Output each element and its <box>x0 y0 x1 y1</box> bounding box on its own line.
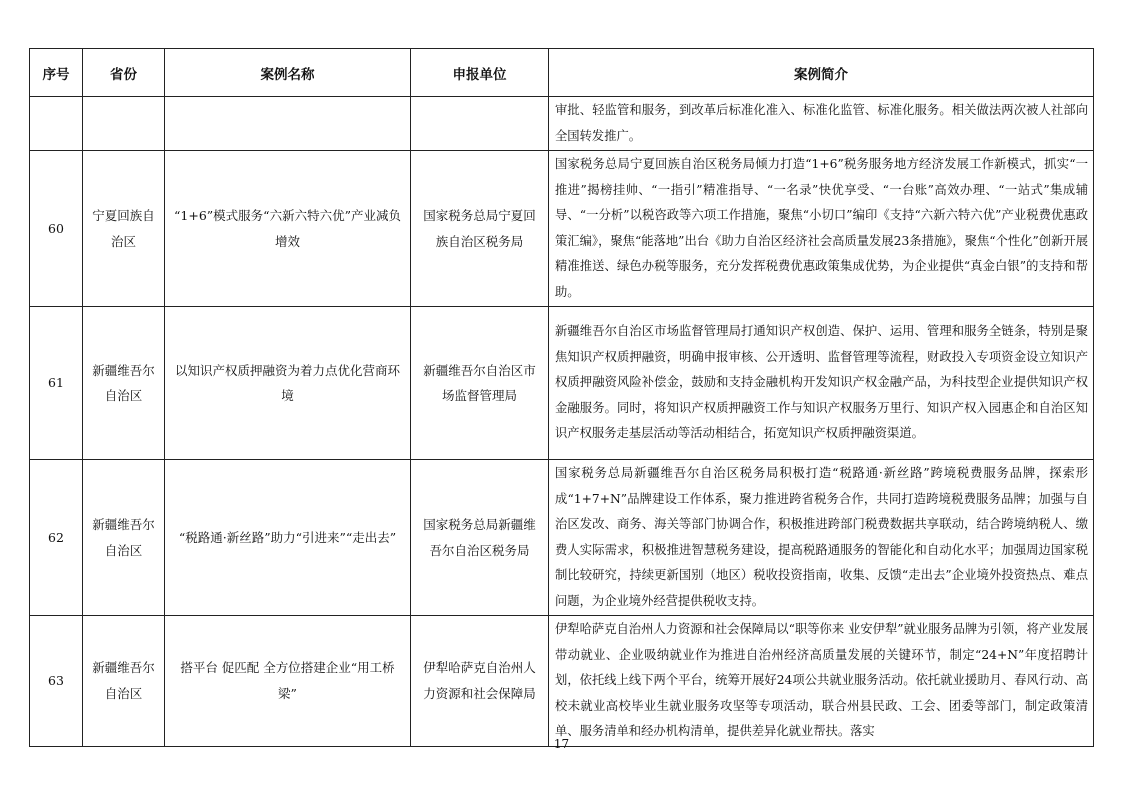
header-case-summary: 案例简介 <box>549 49 1094 97</box>
header-case-name: 案例名称 <box>165 49 411 97</box>
header-reporting-unit: 申报单位 <box>411 49 549 97</box>
row-num <box>30 97 83 151</box>
row-case-summary: 审批、轻监管和服务，到改革后标准化准入、标准化监管、标准化服务。相关做法两次被人社部向全国转发推广。 <box>549 97 1094 151</box>
row-case-summary: 新疆维吾尔自治区市场监督管理局打通知识产权创造、保护、运用、管理和服务全链条，特别是聚焦知识产权质押融资，明确申报审核、公开透明、监督管理等流程，财政投入专项资金设立知识产权质押融资风险补偿金，鼓励和支持金融机构开发知识产权金融产品，为科技型企业提供知识产权金融服务。同时，将知识产权质押融资工作与知识产权服务万里行、知识产权入园惠企和自治区知识产权服务走基层活动等活动相结合，拓宽知识产权质押融资渠道。 <box>549 307 1094 460</box>
row-num: 61 <box>30 307 83 460</box>
header-num: 序号 <box>30 49 83 97</box>
row-case-summary: 伊犁哈萨克自治州人力资源和社会保障局以“职等你来 业安伊犁”就业服务品牌为引领，将产业发展带动就业、企业吸纳就业作为推进自治州经济高质量发展的关键环节，制定“24+N”年度招聘计划，依托线上线下两个平台，统筹开展好24项公共就业服务活动。依托就业援助月、春风行动、高校未就业高校毕业生就业服务攻坚等专项活动，联合州县民政、工会、团委等部门，制定政策清单、服务清单和经办机构清单，提供差异化就业帮扶。落实 <box>549 616 1094 747</box>
row-reporting-unit: 新疆维吾尔自治区市场监督管理局 <box>411 307 549 460</box>
row-case-name: 以知识产权质押融资为着力点优化营商环境 <box>165 307 411 460</box>
row-num: 63 <box>30 616 83 747</box>
row-reporting-unit: 国家税务总局新疆维吾尔自治区税务局 <box>411 460 549 616</box>
table-row <box>30 460 1094 616</box>
header-province: 省份 <box>83 49 165 97</box>
table-header-row <box>30 49 1094 97</box>
row-case-name <box>165 97 411 151</box>
cases-table <box>29 48 1094 747</box>
table-row <box>30 616 1094 747</box>
row-num: 62 <box>30 460 83 616</box>
row-province <box>83 97 165 151</box>
row-case-name: 搭平台 促匹配 全方位搭建企业“用工桥梁” <box>165 616 411 747</box>
row-reporting-unit <box>411 97 549 151</box>
row-case-name: “税路通·新丝路”助力“引进来”“走出去” <box>165 460 411 616</box>
row-reporting-unit: 国家税务总局宁夏回族自治区税务局 <box>411 151 549 307</box>
table-row <box>30 151 1094 307</box>
row-province: 新疆维吾尔自治区 <box>83 307 165 460</box>
row-province: 新疆维吾尔自治区 <box>83 460 165 616</box>
row-reporting-unit: 伊犁哈萨克自治州人力资源和社会保障局 <box>411 616 549 747</box>
row-case-summary: 国家税务总局宁夏回族自治区税务局倾力打造“1+6”税务服务地方经济发展工作新模式，抓实“一推进”揭榜挂帅、“一指引”精准指导、“一名录”快优享受、“一台账”高效办理、“一站式”集成辅导、“一分析”以税咨政等六项工作措施，聚焦“小切口”编印《支持“六新六特六优”产业税费优惠政策汇编》，聚焦“能落地”出台《助力自治区经济社会高质量发展23条措施》，聚焦“个性化”创新开展精准推送、绿色办税等服务，充分发挥税费优惠政策集成优势，为企业提供“真金白银”的支持和帮助。 <box>549 151 1094 307</box>
row-case-name: “1+6”模式服务“六新六特六优”产业减负增效 <box>165 151 411 307</box>
row-province: 宁夏回族自治区 <box>83 151 165 307</box>
page-number: 17 <box>553 737 570 751</box>
row-province: 新疆维吾尔自治区 <box>83 616 165 747</box>
table-row <box>30 97 1094 151</box>
row-num: 60 <box>30 151 83 307</box>
table-row <box>30 307 1094 460</box>
row-case-summary: 国家税务总局新疆维吾尔自治区税务局积极打造“税路通·新丝路”跨境税费服务品牌，探索形成“1+7+N”品牌建设工作体系，聚力推进跨省税务合作，共同打造跨境税费服务品牌；加强与自治区发改、商务、海关等部门协调合作，积极推进跨部门税费数据共享联动，结合跨境纳税人、缴费人实际需求，积极推进智慧税务建设，提高税路通服务的智能化和自动化水平；加强周边国家税制比较研究，持续更新国别（地区）税收投资指南，收集、反馈“走出去”企业境外投资热点、难点问题，为企业境外经营提供税收支持。 <box>549 460 1094 616</box>
